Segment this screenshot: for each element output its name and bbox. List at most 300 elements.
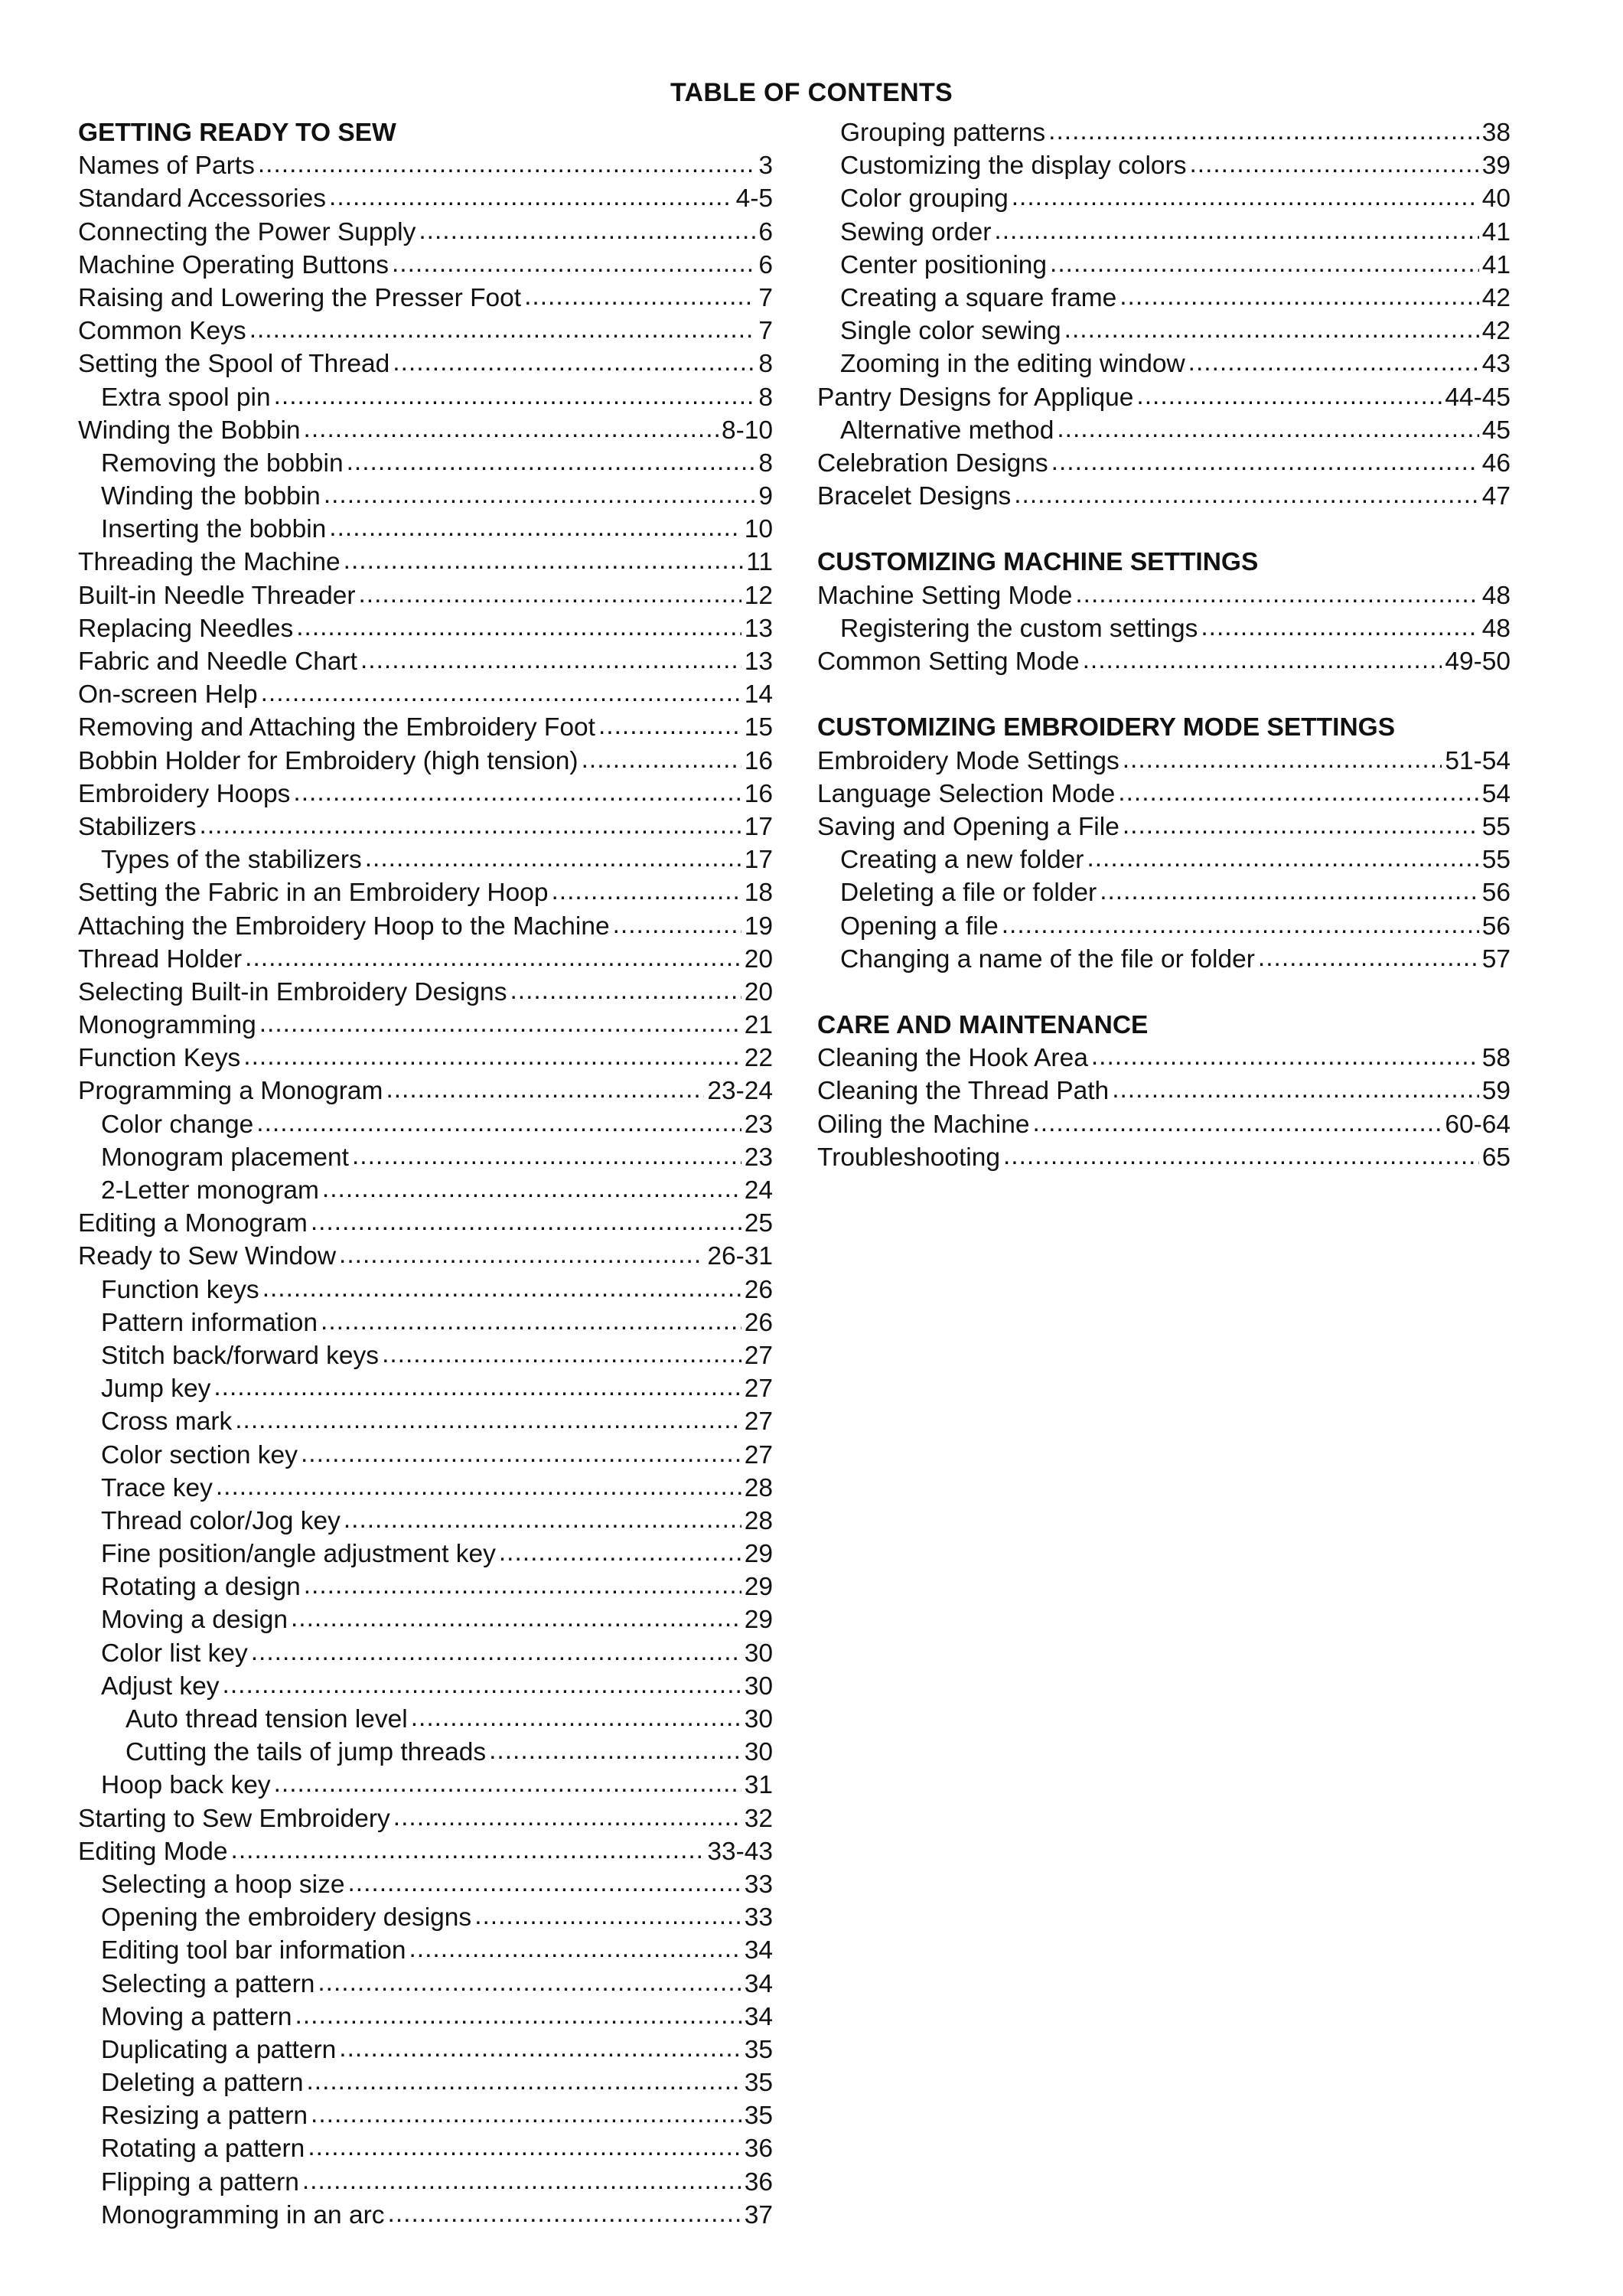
dot-leader xyxy=(1050,247,1479,280)
dot-leader xyxy=(245,941,741,974)
dot-leader xyxy=(1064,313,1479,346)
toc-entry-label: Deleting a pattern xyxy=(101,2069,304,2098)
dot-leader xyxy=(510,974,741,1007)
toc-entry-page-number: 41 xyxy=(1481,217,1511,246)
toc-entry-threading-the-machine[interactable] xyxy=(78,546,773,579)
toc-entry-color-list-key[interactable] xyxy=(78,1637,773,1670)
dot-leader xyxy=(347,1867,741,1900)
dot-leader xyxy=(360,644,741,677)
toc-entry-label: Color list key xyxy=(101,1639,248,1668)
page-title: TABLE OF CONTENTS xyxy=(670,78,953,107)
toc-entry-page-number: 42 xyxy=(1481,317,1511,346)
toc-entry-2-letter-monogram[interactable] xyxy=(78,1174,773,1207)
toc-entry-celebration-designs[interactable] xyxy=(817,447,1511,480)
toc-entry-built-in-needle-threader[interactable] xyxy=(78,579,773,612)
dot-leader xyxy=(311,2098,741,2131)
toc-entry-embroidery-mode-settings[interactable] xyxy=(817,745,1511,778)
toc-entry-label: Zooming in the editing window xyxy=(840,350,1185,379)
toc-entry-label: Rotating a design xyxy=(101,1573,301,1602)
toc-entry-page-number: 13 xyxy=(744,614,773,643)
toc-left-column xyxy=(78,116,773,2232)
toc-entry-label: Threading the Machine xyxy=(78,548,341,577)
toc-entry-label: Attaching the Embroidery Hoop to the Machine xyxy=(78,912,610,941)
dot-leader xyxy=(352,1140,741,1172)
toc-entry-changing-a-name-of-the-file-or-folder[interactable] xyxy=(817,943,1511,976)
toc-entry-page-number: 8-10 xyxy=(721,416,773,445)
dot-leader xyxy=(1083,644,1442,677)
toc-entry-pantry-designs-for-applique[interactable] xyxy=(817,381,1511,414)
toc-entry-registering-the-custom-settings[interactable] xyxy=(817,612,1511,645)
toc-entry-removing-and-attaching-the-embroidery-foot[interactable] xyxy=(78,711,773,744)
dot-leader xyxy=(295,1999,741,2032)
toc-entry-page-number: 32 xyxy=(744,1804,773,1833)
toc-entry-label: Adjust key xyxy=(101,1671,220,1701)
dot-leader xyxy=(322,1172,741,1205)
toc-entry-replacing-needles[interactable] xyxy=(78,612,773,645)
toc-entry-color-change[interactable] xyxy=(78,1108,773,1141)
dot-leader xyxy=(1091,1040,1479,1073)
toc-entry-page-number: 6 xyxy=(758,217,773,246)
toc-entry-troubleshooting[interactable] xyxy=(817,1141,1511,1174)
toc-entry-label: Registering the custom settings xyxy=(840,614,1198,643)
toc-entry-page-number: 39 xyxy=(1481,152,1511,181)
toc-entry-page-number: 55 xyxy=(1481,846,1511,875)
dot-leader xyxy=(339,2032,741,2065)
toc-entry-page-number: 47 xyxy=(1481,482,1511,511)
toc-entry-fine-position-angle-adjustment-key[interactable] xyxy=(78,1538,773,1570)
dot-leader xyxy=(1189,148,1478,181)
toc-entry-page-number: 38 xyxy=(1481,119,1511,147)
toc-entry-oiling-the-machine[interactable] xyxy=(817,1108,1511,1141)
toc-entry-label: Grouping patterns xyxy=(840,119,1046,147)
toc-entry-deleting-a-pattern[interactable] xyxy=(78,2066,773,2099)
toc-entry-center-positioning[interactable] xyxy=(817,249,1511,282)
toc-entry-label: Machine Operating Buttons xyxy=(78,250,389,279)
section-heading-customizing-machine-settings: CUSTOMIZING MACHINE SETTINGS xyxy=(817,548,1259,577)
toc-entry-extra-spool-pin[interactable] xyxy=(78,381,773,414)
toc-entry-zooming-in-the-editing-window[interactable] xyxy=(817,347,1511,380)
toc-entry-page-number: 17 xyxy=(744,812,773,841)
toc-entry-label: Monogramming in an arc xyxy=(101,2200,385,2229)
dot-leader xyxy=(1100,875,1479,908)
toc-entry-page-number: 10 xyxy=(744,515,773,544)
dot-leader xyxy=(291,1602,741,1635)
dot-leader xyxy=(321,1305,741,1338)
toc-entry-editing-a-monogram[interactable] xyxy=(78,1207,773,1240)
toc-entry-page-number: 7 xyxy=(758,317,773,346)
toc-entry-label: Common Setting Mode xyxy=(817,647,1080,676)
toc-entry-page-number: 25 xyxy=(744,1209,773,1238)
toc-entry-label: Names of Parts xyxy=(78,152,255,181)
dot-leader xyxy=(365,842,741,875)
toc-entry-label: Rotating a pattern xyxy=(101,2135,305,2164)
dot-leader xyxy=(582,743,741,776)
dot-leader xyxy=(392,247,755,280)
dot-leader xyxy=(344,544,744,577)
toc-entry-label: Flipping a pattern xyxy=(101,2167,299,2197)
dot-leader xyxy=(259,1007,741,1040)
dot-leader xyxy=(393,346,755,379)
toc-entry-label: 2-Letter monogram xyxy=(101,1176,319,1205)
toc-entry-label: Changing a name of the file or folder xyxy=(840,944,1255,974)
toc-entry-selecting-a-pattern[interactable] xyxy=(78,1968,773,2001)
dot-leader xyxy=(1119,280,1478,313)
toc-entry-selecting-built-in-embroidery-designs[interactable] xyxy=(78,976,773,1009)
toc-entry-label: Editing a Monogram xyxy=(78,1209,308,1238)
toc-entry-page-number: 27 xyxy=(744,1341,773,1370)
toc-entry-page-number: 31 xyxy=(744,1771,773,1800)
toc-entry-grouping-patterns[interactable] xyxy=(817,116,1511,149)
toc-entry-duplicating-a-pattern[interactable] xyxy=(78,2033,773,2066)
toc-entry-page-number: 34 xyxy=(744,2002,773,2031)
toc-entry-label: Jump key xyxy=(101,1375,211,1404)
toc-entry-page-number: 27 xyxy=(744,1407,773,1437)
toc-entry-sewing-order[interactable] xyxy=(817,216,1511,249)
dot-leader xyxy=(1032,1107,1442,1140)
toc-entry-label: Stabilizers xyxy=(78,812,197,841)
toc-entry-opening-a-file[interactable] xyxy=(817,910,1511,943)
toc-entry-label: Duplicating a pattern xyxy=(101,2035,337,2064)
toc-entry-label: Pattern information xyxy=(101,1308,318,1337)
toc-entry-label: Embroidery Hoops xyxy=(78,779,291,808)
toc-entry-label: Thread Holder xyxy=(78,944,243,974)
dot-leader xyxy=(359,578,741,611)
toc-entry-label: Built-in Needle Threader xyxy=(78,581,356,610)
toc-entry-page-number: 48 xyxy=(1481,581,1511,610)
toc-entry-page-number: 3 xyxy=(758,152,773,181)
toc-entry-page-number: 30 xyxy=(744,1738,773,1767)
toc-entry-monogramming[interactable] xyxy=(78,1009,773,1042)
dot-leader xyxy=(1014,478,1479,511)
toc-entry-label: Setting the Spool of Thread xyxy=(78,350,390,379)
toc-entry-standard-accessories[interactable] xyxy=(78,182,773,215)
toc-entry-page-number: 43 xyxy=(1481,350,1511,379)
toc-entry-removing-the-bobbin[interactable] xyxy=(78,447,773,480)
toc-entry-label: Fine position/angle adjustment key xyxy=(101,1540,496,1569)
toc-entry-page-number: 21 xyxy=(744,1011,773,1040)
toc-entry-page-number: 18 xyxy=(744,879,773,908)
toc-entry-monogramming-in-an-arc[interactable] xyxy=(78,2199,773,2232)
dot-leader xyxy=(329,181,733,214)
dot-leader xyxy=(200,809,741,842)
toc-entry-page-number: 28 xyxy=(744,1506,773,1535)
toc-entry-setting-the-spool-of-thread[interactable] xyxy=(78,347,773,380)
toc-entry-page-number: 56 xyxy=(1481,912,1511,941)
dot-leader xyxy=(386,1073,704,1106)
toc-entry-common-keys[interactable] xyxy=(78,315,773,347)
toc-entry-label: Winding the bobbin xyxy=(101,482,321,511)
toc-entry-label: Winding the Bobbin xyxy=(78,416,301,445)
toc-entry-cleaning-the-hook-area[interactable] xyxy=(817,1042,1511,1075)
toc-entry-page-number: 17 xyxy=(744,846,773,875)
toc-entry-winding-the-bobbin[interactable] xyxy=(78,414,773,447)
toc-entry-page-number: 33 xyxy=(744,1870,773,1899)
dot-leader xyxy=(1118,776,1478,809)
toc-entry-deleting-a-file-or-folder[interactable] xyxy=(817,876,1511,909)
toc-entry-hoop-back-key[interactable] xyxy=(78,1769,773,1802)
toc-entry-editing-tool-bar-information[interactable] xyxy=(78,1934,773,1967)
dot-leader xyxy=(274,1767,741,1800)
toc-entry-label: Inserting the bobbin xyxy=(101,515,327,544)
toc-entry-label: Center positioning xyxy=(840,250,1048,279)
toc-entry-label: Cleaning the Thread Path xyxy=(817,1077,1110,1106)
toc-entry-label: Saving and Opening a File xyxy=(817,812,1119,841)
toc-entry-label: Celebration Designs xyxy=(817,448,1048,478)
toc-entry-adjust-key[interactable] xyxy=(78,1670,773,1703)
toc-entry-cleaning-the-thread-path[interactable] xyxy=(817,1075,1511,1107)
toc-entry-page-number: 57 xyxy=(1481,944,1511,974)
toc-entry-label: Editing Mode xyxy=(78,1837,228,1866)
toc-entry-label: Moving a pattern xyxy=(101,2002,292,2031)
toc-entry-page-number: 8 xyxy=(758,350,773,379)
toc-entry-label: Language Selection Mode xyxy=(817,779,1116,808)
toc-entry-single-color-sewing[interactable] xyxy=(817,315,1511,347)
section-heading-getting-ready-to-sew: GETTING READY TO SEW xyxy=(78,119,396,147)
toc-entry-alternative-method[interactable] xyxy=(817,414,1511,447)
toc-entry-bracelet-designs[interactable] xyxy=(817,480,1511,513)
toc-entry-page-number: 51-54 xyxy=(1445,746,1511,775)
toc-entry-label: Color grouping xyxy=(840,184,1009,214)
dot-leader xyxy=(302,2164,741,2197)
toc-entry-pattern-information[interactable] xyxy=(78,1306,773,1339)
toc-entry-page-number: 42 xyxy=(1481,283,1511,312)
toc-entry-bobbin-holder-for-embroidery-high-tension[interactable] xyxy=(78,745,773,778)
toc-entry-selecting-a-hoop-size[interactable] xyxy=(78,1868,773,1901)
toc-entry-types-of-the-stabilizers[interactable] xyxy=(78,843,773,876)
section-heading-customizing-embroidery-mode-settings: CUSTOMIZING EMBROIDERY MODE SETTINGS xyxy=(817,713,1396,742)
toc-entry-page-number: 29 xyxy=(744,1573,773,1602)
toc-entry-page-number: 58 xyxy=(1481,1044,1511,1073)
dot-leader xyxy=(411,1701,741,1734)
toc-entry-page-number: 23-24 xyxy=(707,1077,773,1106)
dot-leader xyxy=(1188,346,1479,379)
toc-entry-page-number: 29 xyxy=(744,1540,773,1569)
toc-entry-jump-key[interactable] xyxy=(78,1372,773,1405)
dot-leader xyxy=(304,1569,741,1602)
toc-entry-ready-to-sew-window[interactable] xyxy=(78,1240,773,1273)
toc-entry-fabric-and-needle-chart[interactable] xyxy=(78,645,773,678)
toc-entry-page-number: 45 xyxy=(1481,416,1511,445)
toc-entry-page-number: 27 xyxy=(744,1375,773,1404)
toc-entry-attaching-the-embroidery-hoop-to-the-machine[interactable] xyxy=(78,910,773,943)
toc-entry-label: Removing the bobbin xyxy=(101,448,344,478)
dot-leader xyxy=(223,1668,741,1701)
dot-leader xyxy=(1136,380,1442,413)
toc-entry-page-number: 22 xyxy=(744,1044,773,1073)
toc-entry-connecting-the-power-supply[interactable] xyxy=(78,216,773,249)
toc-entry-label: Monogramming xyxy=(78,1011,256,1040)
toc-entry-label: Removing and Attaching the Embroidery Foot xyxy=(78,713,595,742)
toc-entry-cross-mark[interactable] xyxy=(78,1405,773,1438)
dot-leader xyxy=(347,445,756,478)
toc-entry-label: Editing tool bar information xyxy=(101,1936,406,1965)
toc-entry-flipping-a-pattern[interactable] xyxy=(78,2166,773,2199)
dot-leader xyxy=(388,2197,741,2230)
toc-entry-page-number: 37 xyxy=(744,2200,773,2229)
toc-entry-monogram-placement[interactable] xyxy=(78,1141,773,1174)
toc-entry-label: Sewing order xyxy=(840,217,992,246)
dot-leader xyxy=(1075,578,1478,611)
toc-entry-stitch-back-forward-keys[interactable] xyxy=(78,1339,773,1372)
toc-entry-function-keys[interactable] xyxy=(78,1042,773,1075)
toc-entry-thread-color-jog-key[interactable] xyxy=(78,1505,773,1538)
toc-entry-label: Alternative method xyxy=(840,416,1054,445)
toc-entry-label: Cross mark xyxy=(101,1407,233,1437)
dot-leader xyxy=(1051,445,1479,478)
toc-entry-auto-thread-tension-level[interactable] xyxy=(78,1703,773,1736)
toc-entry-page-number: 11 xyxy=(746,548,773,577)
toc-entry-label: Function Keys xyxy=(78,1044,241,1073)
toc-entry-page-number: 55 xyxy=(1481,812,1511,841)
toc-entry-editing-mode[interactable] xyxy=(78,1835,773,1868)
toc-entry-page-number: 49-50 xyxy=(1445,647,1511,676)
toc-entry-label: Machine Setting Mode xyxy=(817,581,1073,610)
dot-leader xyxy=(249,313,756,346)
toc-entry-page-number: 29 xyxy=(744,1606,773,1635)
toc-entry-page-number: 30 xyxy=(744,1671,773,1701)
toc-entry-color-section-key[interactable] xyxy=(78,1439,773,1472)
toc-entry-label: Fabric and Needle Chart xyxy=(78,647,357,676)
toc-entry-opening-the-embroidery-designs[interactable] xyxy=(78,1901,773,1934)
toc-entry-creating-a-square-frame[interactable] xyxy=(817,282,1511,315)
toc-entry-saving-and-opening-a-file[interactable] xyxy=(817,810,1511,843)
toc-entry-page-number: 13 xyxy=(744,647,773,676)
toc-entry-page-number: 30 xyxy=(744,1705,773,1733)
dot-leader xyxy=(213,1371,741,1404)
toc-entry-label: Creating a new folder xyxy=(840,846,1084,875)
toc-entry-machine-operating-buttons[interactable] xyxy=(78,249,773,282)
section-spacer xyxy=(817,513,1511,546)
dot-leader xyxy=(551,875,741,908)
toc-entry-page-number: 16 xyxy=(744,746,773,775)
toc-entry-label: Common Keys xyxy=(78,317,246,346)
dot-leader xyxy=(258,148,756,181)
toc-entry-label: Connecting the Power Supply xyxy=(78,217,416,246)
toc-entry-label: Pantry Designs for Applique xyxy=(817,383,1134,412)
toc-entry-resizing-a-pattern[interactable] xyxy=(78,2099,773,2132)
toc-entry-page-number: 8 xyxy=(758,448,773,478)
dot-leader xyxy=(324,478,756,511)
toc-entry-names-of-parts[interactable] xyxy=(78,149,773,182)
toc-entry-moving-a-design[interactable] xyxy=(78,1603,773,1636)
toc-entry-label: Embroidery Mode Settings xyxy=(817,746,1119,775)
toc-entry-page-number: 12 xyxy=(744,581,773,610)
toc-entry-color-grouping[interactable] xyxy=(817,182,1511,215)
dot-leader xyxy=(598,709,741,742)
dot-leader xyxy=(274,380,756,413)
toc-entry-page-number: 26-31 xyxy=(707,1242,773,1271)
toc-entry-embroidery-hoops[interactable] xyxy=(78,778,773,810)
dot-leader xyxy=(499,1536,741,1569)
toc-entry-label: Starting to Sew Embroidery xyxy=(78,1804,390,1833)
toc-entry-page-number: 6 xyxy=(758,250,773,279)
toc-entry-page-number: 20 xyxy=(744,944,773,974)
toc-entry-label: Bracelet Designs xyxy=(817,482,1012,511)
toc-entry-page-number: 14 xyxy=(744,680,773,709)
section-spacer xyxy=(817,678,1511,711)
dot-leader xyxy=(262,1272,741,1305)
toc-entry-on-screen-help[interactable] xyxy=(78,678,773,711)
dot-leader xyxy=(243,1040,741,1073)
dot-leader xyxy=(393,1801,741,1834)
section-heading-care-and-maintenance: CARE AND MAINTENANCE xyxy=(817,1011,1149,1040)
toc-entry-page-number: 40 xyxy=(1481,184,1511,214)
toc-entry-function-keys[interactable] xyxy=(78,1274,773,1306)
toc-entry-raising-and-lowering-the-presser-foot[interactable] xyxy=(78,282,773,315)
toc-entry-label: Hoop back key xyxy=(101,1771,271,1800)
toc-entry-setting-the-fabric-in-an-embroidery-hoop[interactable] xyxy=(78,876,773,909)
toc-entry-label: Trace key xyxy=(101,1473,213,1502)
toc-entry-page-number: 26 xyxy=(744,1275,773,1304)
toc-entry-winding-the-bobbin[interactable] xyxy=(78,480,773,513)
toc-entry-label: Auto thread tension level xyxy=(125,1705,408,1733)
toc-entry-label: Monogram placement xyxy=(101,1143,349,1172)
toc-entry-moving-a-pattern[interactable] xyxy=(78,2001,773,2033)
dot-leader xyxy=(1201,611,1478,644)
toc-entry-label: Resizing a pattern xyxy=(101,2102,308,2131)
dot-leader xyxy=(489,1734,741,1767)
dot-leader xyxy=(419,214,755,247)
dot-leader xyxy=(524,280,755,313)
toc-entry-stabilizers[interactable] xyxy=(78,810,773,843)
dot-leader xyxy=(304,413,719,445)
toc-entry-page-number: 59 xyxy=(1481,1077,1511,1106)
dot-leader xyxy=(339,1238,704,1271)
toc-entry-machine-setting-mode[interactable] xyxy=(817,579,1511,612)
toc-entry-thread-holder[interactable] xyxy=(78,943,773,976)
toc-entry-language-selection-mode[interactable] xyxy=(817,778,1511,810)
toc-entry-page-number: 36 xyxy=(744,2167,773,2197)
toc-entry-page-number: 19 xyxy=(744,912,773,941)
toc-entry-label: Moving a design xyxy=(101,1606,288,1635)
toc-entry-page-number: 33-43 xyxy=(707,1837,773,1866)
toc-entry-label: Thread color/Jog key xyxy=(101,1506,341,1535)
section-spacer xyxy=(817,976,1511,1009)
toc-entry-starting-to-sew-embroidery[interactable] xyxy=(78,1802,773,1835)
toc-entry-label: Setting the Fabric in an Embroidery Hoop xyxy=(78,879,549,908)
toc-entry-page-number: 24 xyxy=(744,1176,773,1205)
toc-entry-page-number: 48 xyxy=(1481,614,1511,643)
toc-entry-label: Color section key xyxy=(101,1440,298,1469)
toc-entry-page-number: 65 xyxy=(1481,1143,1511,1172)
dot-leader xyxy=(251,1636,741,1668)
toc-entry-creating-a-new-folder[interactable] xyxy=(817,843,1511,876)
dot-leader xyxy=(306,2065,741,2098)
toc-entry-common-setting-mode[interactable] xyxy=(817,645,1511,678)
toc-entry-label: Stitch back/forward keys xyxy=(101,1341,380,1370)
toc-entry-page-number: 60-64 xyxy=(1445,1110,1511,1139)
toc-entry-page-number: 46 xyxy=(1481,448,1511,478)
toc-entry-inserting-the-bobbin[interactable] xyxy=(78,513,773,546)
dot-leader xyxy=(256,1107,741,1140)
toc-entry-label: Standard Accessories xyxy=(78,184,327,214)
toc-entry-label: Color change xyxy=(101,1110,254,1139)
toc-entry-trace-key[interactable] xyxy=(78,1472,773,1505)
toc-entry-rotating-a-pattern[interactable] xyxy=(78,2132,773,2165)
toc-entry-customizing-the-display-colors[interactable] xyxy=(817,149,1511,182)
toc-entry-page-number: 9 xyxy=(758,482,773,511)
toc-entry-page-number: 4-5 xyxy=(735,184,773,214)
toc-entry-programming-a-monogram[interactable] xyxy=(78,1075,773,1107)
dot-leader xyxy=(301,1437,741,1470)
toc-entry-page-number: 20 xyxy=(744,977,773,1006)
toc-entry-page-number: 36 xyxy=(744,2135,773,2164)
toc-entry-label: Extra spool pin xyxy=(101,383,271,412)
dot-leader xyxy=(1012,181,1479,214)
toc-entry-cutting-the-tails-of-jump-threads[interactable] xyxy=(78,1736,773,1769)
toc-entry-rotating-a-design[interactable] xyxy=(78,1570,773,1603)
dot-leader xyxy=(409,1932,741,1965)
